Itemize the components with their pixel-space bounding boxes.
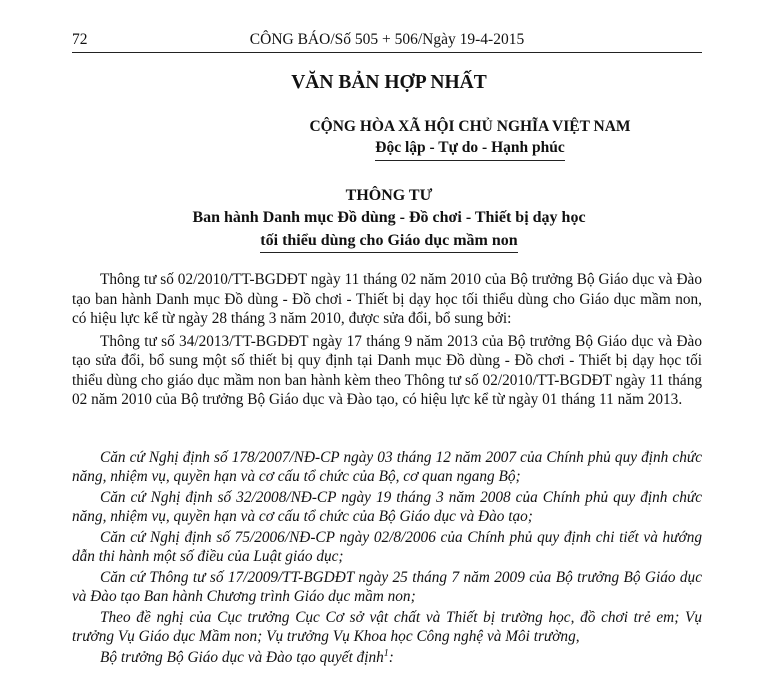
paragraph-amendment: Thông tư số 34/2013/TT-BGDĐT ngày 17 tháng 9 năm 2013 của Bộ trưởng Bộ Giáo dục và Đào tạo sửa đổi, bổ sung một số thiết bị quy định tại Danh mục Đồ dùng - Đồ chơi - Thiết bị dạy học tối thiểu dùng cho giáo dục mầm non ban hành kèm theo Thông tư số 02/2010/TT-BGDĐT ngày 11 tháng 02 năm 2010 của Bộ trưởng Bộ Giáo dục và Đào tạo, có hiệu lực kể từ ngày 01 tháng 11 năm 2013.	[72, 332, 702, 408]
gazette-reference: CÔNG BÁO/Số 505 + 506/Ngày 19-4-2015	[249, 31, 525, 48]
motto-text: Độc lập - Tự do - Hạnh phúc	[375, 139, 564, 161]
page-number: 72	[72, 31, 88, 48]
circular-subtitle-line1: Ban hành Danh mục Đồ dùng - Đồ chơi - Thiết bị dạy học	[192, 209, 586, 226]
paragraph-basis-75: Căn cứ Nghị định số 75/2006/NĐ-CP ngày 02/8/2006 của Chính phủ quy định chi tiết và hướng dẫn thi hành một số điều của Luật giáo dục;	[72, 529, 702, 565]
circular-subtitle-line2	[0, 232, 768, 253]
paragraph-basis-178: Căn cứ Nghị định số 178/2007/NĐ-CP ngày 03 tháng 12 năm 2007 của Chính phủ quy định chức năng, nhiệm vụ, quyền hạn và cơ cấu tổ chức của Bộ, cơ quan ngang Bộ;	[72, 449, 702, 485]
decision-colon: :	[388, 649, 394, 666]
circular-heading: THÔNG TƯ	[345, 187, 433, 204]
document-title: VĂN BẢN HỢP NHẤT	[291, 72, 487, 93]
body-legal-bases	[72, 449, 702, 668]
body-upper	[72, 270, 702, 410]
paragraph-basis-32: Căn cứ Nghị định số 32/2008/NĐ-CP ngày 19 tháng 3 năm 2008 của Chính phủ quy định chức năng, nhiệm vụ, quyền hạn và cơ cấu tổ chức của Bộ Giáo dục và Đào tạo;	[72, 489, 702, 525]
national-motto	[300, 139, 640, 161]
decision-text: Bộ trưởng Bộ Giáo dục và Đào tạo quyết định	[100, 649, 384, 666]
paragraph-decision	[72, 649, 702, 668]
footnote-marker: 1	[383, 647, 389, 659]
paragraph-proposal: Theo đề nghị của Cục trưởng Cục Cơ sở vật chất và Thiết bị trường học, đồ chơi trẻ em; Vụ trưởng Vụ Giáo dục Mầm non; Vụ trưởng Vụ Khoa học Công nghệ và Môi trường,	[72, 609, 702, 645]
paragraph-intro: Thông tư số 02/2010/TT-BGDĐT ngày 11 tháng 02 năm 2010 của Bộ trưởng Bộ Giáo dục và Đào tạo ban hành Danh mục Đồ dùng - Đồ chơi - Thiết bị dạy học tối thiểu dùng cho Giáo dục mầm non, có hiệu lực kể từ ngày 28 tháng 3 năm 2010, được sửa đổi, bổ sung bởi:	[72, 271, 702, 327]
paragraph-basis-17: Căn cứ Thông tư số 17/2009/TT-BGDĐT ngày 25 tháng 7 năm 2009 của Bộ trưởng Bộ Giáo dục và Đào tạo Ban hành Chương trình Giáo dục mầm non;	[72, 569, 702, 605]
circular-subtitle-line2-text: tối thiểu dùng cho Giáo dục mầm non	[260, 232, 517, 253]
nation-name: CỘNG HÒA XÃ HỘI CHỦ NGHĨA VIỆT NAM	[309, 118, 631, 135]
page-header	[72, 28, 702, 53]
